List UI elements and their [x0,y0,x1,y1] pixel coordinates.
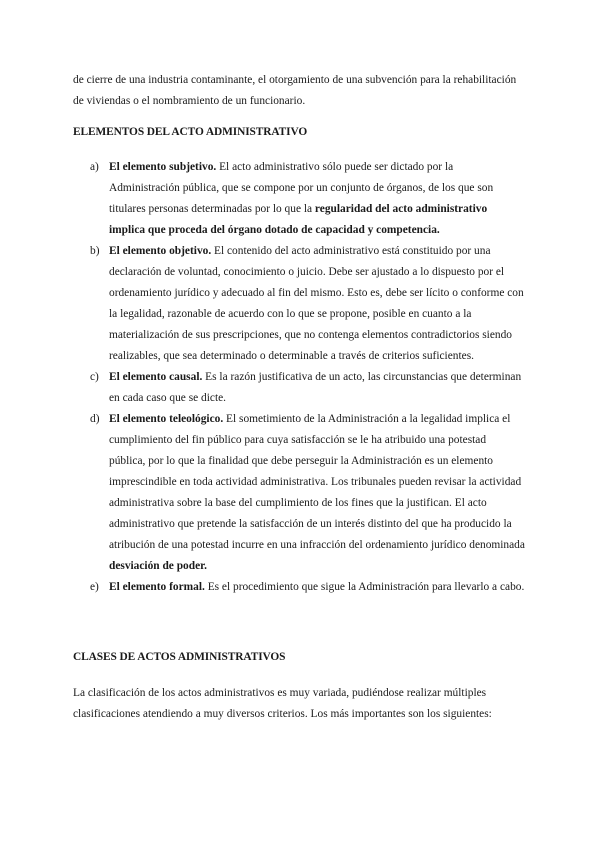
list-marker: b) [90,245,100,257]
list-marker: a) [90,161,99,173]
elements-list [73,157,525,598]
list-item-formal [73,577,525,598]
list-marker: e) [90,581,99,593]
clases-paragraph: La clasificación de los actos administrativos es muy variada, pudiéndose realizar múltiples clasificaciones atendiendo a muy diversos criterios. Los más importantes son los siguientes: [73,687,492,720]
item-term: El elemento objetivo. [109,245,212,257]
item-term: El elemento formal. [109,581,205,593]
item-text: Es la razón justificativa de un acto, las circunstancias que determinan en cada caso que se dicte. [109,371,522,404]
item-emphasis: regularidad del acto administrativo implica que proceda del órgano dotado de capacidad y competencia. [109,203,488,236]
list-item-objetivo [73,241,525,367]
section-heading-clases: CLASES DE ACTOS ADMINISTRATIVOS [73,651,286,663]
item-text: Es el procedimiento que sigue la Administración para llevarlo a cabo. [204,581,525,593]
intro-paragraph: de cierre de una industria contaminante, el otorgamiento de una subvención para la rehabilitación de viviendas o el nombramiento de un funcionario. [73,74,517,107]
list-item-teleologico [73,409,525,577]
item-text: El contenido del acto administrativo está constituido por una declaración de voluntad, conocimiento o juicio. Debe ser ajustado a lo dispuesto por el ordenamiento jurídico y adecuado al fin del mismo. Esto es, debe ser lícito o conforme con la legalidad, razonable de acuerdo con lo que se propone, posible en cuanto a la materialización de sus prescripciones, que no contenga elementos contradictorios siendo realizables, que sea determinado o determinable a través de criterios suficientes. [109,245,524,362]
list-item-subjetivo [73,157,525,241]
section-heading-elementos: ELEMENTOS DEL ACTO ADMINISTRATIVO [73,126,308,138]
list-marker: d) [90,413,100,425]
list-marker: c) [90,371,99,383]
list-item-causal [73,367,525,409]
item-text: El acto administrativo sólo puede ser dictado por la Administración pública, que se compone por un conjunto de órganos, de los que son titulares personas determinadas por lo que la [109,161,494,215]
item-term: El elemento subjetivo. [109,161,217,173]
item-term: El elemento causal. [109,371,203,383]
item-term: El elemento teleológico. [109,413,224,425]
item-text: El sometimiento de la Administración a la legalidad implica el cumplimiento del fin público para cuya satisfacción se le ha atribuido una potestad pública, por lo que la finalidad que debe perseguir la Administración es un elemento imprescindible en toda actividad administrativa. Los tribunales pueden revisar la actividad administrativa sobre la base del cumplimiento de los fines que la justifican. El acto administrativo que pretende la satisfacción de un interés distinto del que ha producido la atribución de una potestad incurre en una infracción del ordenamiento jurídico denominada [109,413,525,551]
item-emphasis: desviación de poder. [109,560,207,572]
